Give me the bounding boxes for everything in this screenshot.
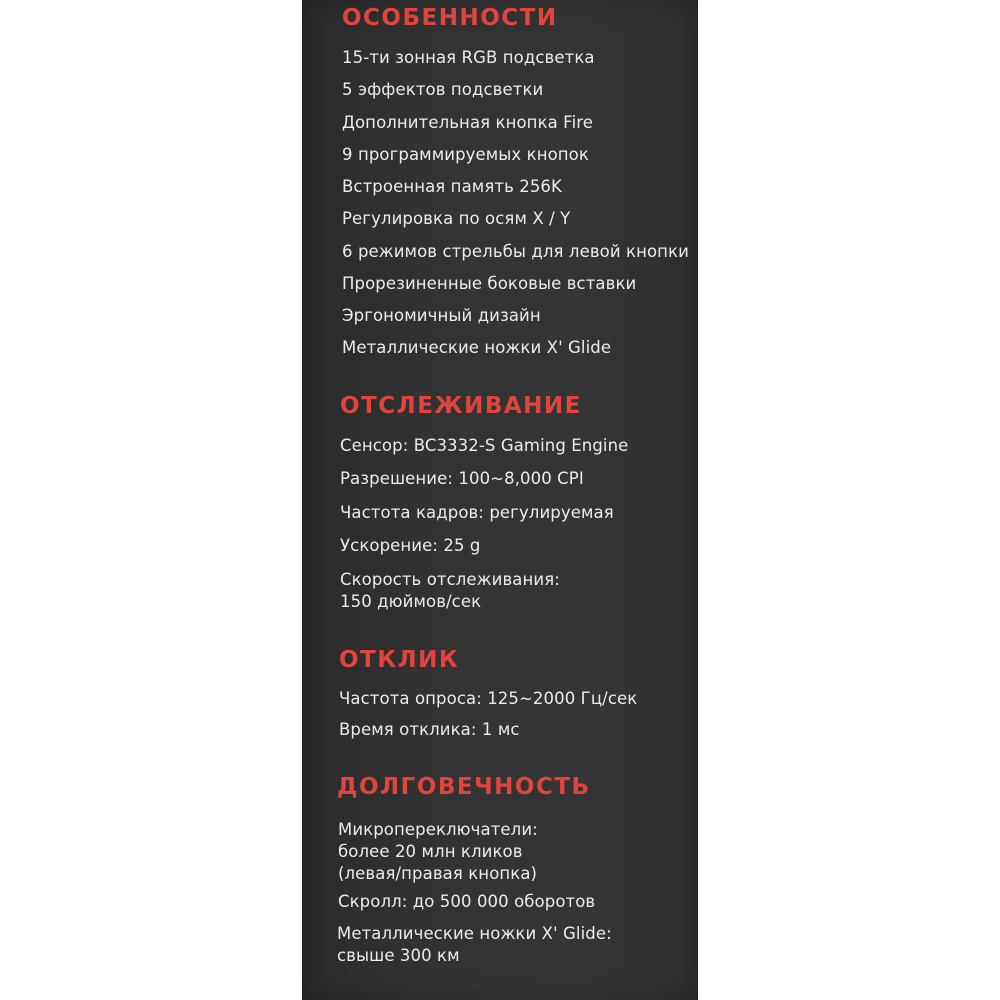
feature-item: Регулировка по осям X / Y (342, 209, 571, 228)
durability-switches-line: (левая/правая кнопка) (338, 864, 538, 883)
durability-heading: ДОЛГОВЕЧНОСТЬ (337, 774, 591, 800)
feature-item: Эргономичный дизайн (342, 306, 541, 325)
tracking-item: Ускорение: 25 g (340, 536, 481, 555)
feature-item: 5 эффектов подсветки (342, 80, 544, 99)
tracking-speed (340, 569, 560, 613)
feature-item: 6 режимов стрельбы для левой кнопки (342, 242, 689, 261)
tracking-heading: ОТСЛЕЖИВАНИЕ (340, 393, 582, 419)
tracking-speed-line: 150 дюймов/сек (340, 592, 482, 611)
tracking-item: Частота кадров: регулируемая (340, 503, 614, 522)
response-item: Время отклика: 1 мс (339, 720, 520, 739)
tracking-speed-line: Скорость отслеживания: (340, 570, 560, 589)
feature-item: Прорезиненные боковые вставки (342, 274, 637, 293)
durability-feet (337, 923, 612, 967)
tracking-item: Сенсор: BC3332-S Gaming Engine (340, 436, 629, 455)
feature-item: Встроенная память 256K (342, 177, 562, 196)
durability-feet-line: свыше 300 км (337, 946, 460, 965)
durability-switches-line: Микропереключатели: (338, 820, 538, 839)
features-heading: ОСОБЕННОСТИ (342, 5, 558, 31)
feature-item: Металлические ножки X' Glide (342, 338, 612, 357)
feature-item: Дополнительная кнопка Fire (342, 113, 594, 132)
feature-item: 15-ти зонная RGB подсветка (342, 48, 595, 67)
feature-item: 9 программируемых кнопок (342, 145, 589, 164)
durability-switches (338, 819, 538, 885)
tracking-item: Разрешение: 100~8,000 CPI (340, 469, 584, 488)
response-item: Частота опроса: 125~2000 Гц/сек (339, 689, 638, 708)
spec-panel (302, 0, 698, 1000)
durability-feet-line: Металлические ножки X' Glide: (337, 924, 612, 943)
durability-scroll: Скролл: до 500 000 оборотов (338, 892, 596, 911)
response-heading: ОТКЛИК (339, 647, 460, 673)
durability-switches-line: более 20 млн кликов (338, 842, 523, 861)
